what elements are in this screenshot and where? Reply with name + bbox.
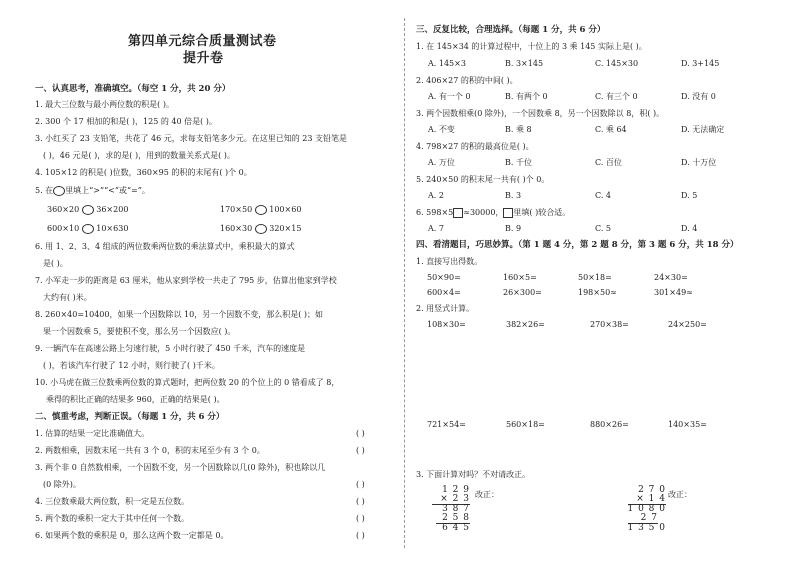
vertical-calc[interactable]: 560×18= [506, 420, 545, 429]
option[interactable]: B. 千位 [505, 158, 532, 167]
s1-q5-pre: 5. 在 [35, 186, 54, 195]
oral-calc[interactable]: 50×90= [427, 273, 461, 282]
section-2-heading: 二、慎重考虑，判断正误。（每题 1 分，共 6 分） [35, 412, 225, 422]
option[interactable]: A. 7 [428, 224, 444, 233]
option[interactable]: A. 2 [428, 191, 444, 200]
s3-q4: 4. 798×27 的积的最高位是( )。 [416, 142, 534, 151]
compare-circle-icon[interactable] [255, 205, 267, 215]
vertical-calc[interactable]: 140×35= [668, 420, 707, 429]
blank-box-icon [503, 208, 513, 218]
s3-q6 [416, 208, 570, 218]
page-title: 第四单元综合质量测试卷 [128, 34, 277, 49]
compare-item [220, 205, 301, 215]
vertical-calc[interactable]: 382×26= [506, 320, 545, 329]
calc-line: × 1 4 [628, 495, 666, 505]
s2-answer-paren[interactable]: ( ) [356, 531, 365, 540]
section-4-heading: 四、看清题目，巧思妙算。（第 1 题 4 分，第 2 题 8 分，第 3 题 6 分，共 18 分） [416, 240, 739, 250]
option[interactable]: C. 有三个 0 [595, 92, 638, 101]
compare-circle-icon [53, 186, 65, 196]
compare-right: 100×60 [269, 205, 302, 214]
option[interactable]: C. 145×30 [595, 59, 639, 68]
calc-line: 2 5 8 [436, 514, 470, 524]
compare-left: 170×50 [220, 205, 253, 214]
s1-q5-post: 里填上“>”“<”或“=”。 [65, 186, 150, 195]
oral-calc[interactable]: 600×4= [427, 288, 461, 297]
s1-q7b: 大约有( )米。 [43, 293, 92, 302]
s1-q6b: 是( )。 [43, 259, 68, 268]
s1-q10a: 10. 小马虎在做三位数乘两位数的算式题时，把两位数 20 的个位上的 0 错看成了 8， [35, 378, 340, 387]
s1-q9a: 9. 一辆汽车在高速公路上匀速行驶，5 小时行驶了 450 千米，汽车的速度是 [35, 344, 306, 353]
s3-q5: 5. 240×50 的积末尾一共有( )个 0。 [416, 175, 550, 184]
option[interactable]: C. 5 [595, 224, 612, 233]
s1-q5 [35, 186, 150, 196]
s1-q2: 2. 300 个 17 相加的和是( )，125 的 40 倍是( )。 [35, 117, 217, 126]
s2-item-6: 6. 如果两个数的乘积是 0，那么这两个数一定都是 0。 [35, 531, 229, 540]
s2-item-5: 5. 两个数的乘积一定大于其中任何一个数。 [35, 514, 190, 523]
compare-circle-icon[interactable] [255, 224, 267, 234]
compare-item [47, 224, 128, 234]
correction-label[interactable]: 改正： [668, 490, 692, 499]
s1-q8b: 果一个因数乘 5，要使积不变，那么另一个因数应( )。 [43, 327, 236, 336]
option[interactable]: D. 十万位 [681, 158, 717, 167]
option[interactable]: A. 145×3 [428, 59, 466, 68]
s3-q1: 1. 在 145×34 的计算过程中，十位上的 3 乘 145 实际上是( )。 [416, 42, 647, 51]
compare-circle-icon[interactable] [82, 205, 94, 215]
oral-calc[interactable]: 198×50≈ [578, 288, 617, 297]
compare-right: 36×200 [96, 205, 129, 214]
option[interactable]: A. 不变 [428, 125, 455, 134]
s2-answer-paren[interactable]: ( ) [356, 514, 365, 523]
oral-calc[interactable]: 301×49≈ [654, 288, 693, 297]
s1-q10b: 乘得的积比正确的结果多 960，正确的结果是( )。 [46, 395, 225, 404]
option[interactable]: D. 3+145 [681, 59, 720, 68]
vertical-calc[interactable]: 270×38= [590, 320, 629, 329]
vertical-calc[interactable]: 721×54= [427, 420, 466, 429]
wrong-calc-2 [624, 486, 666, 533]
option[interactable]: B. 有两个 0 [505, 92, 548, 101]
s2-answer-paren[interactable]: ( ) [356, 480, 365, 489]
option[interactable]: D. 4 [681, 224, 698, 233]
s2-answer-paren[interactable]: ( ) [356, 497, 365, 506]
calc-line: 6 4 5 [442, 523, 470, 533]
s4-p3: 3. 下面计算对吗？不对请改正。 [416, 470, 531, 479]
s2-item-2: 2. 两数相乘，因数末尾一共有 3 个 0，积的末尾至少有 3 个 0。 [35, 446, 265, 455]
compare-right: 10×630 [96, 224, 129, 233]
s1-q1: 1. 最大三位数与最小两位数的积是( )。 [35, 100, 174, 109]
s2-item-1: 1. 估算的结果一定比准确值大。 [35, 429, 150, 438]
oral-calc[interactable]: 160×5= [503, 273, 537, 282]
calc-line: 1 3 5 0 [627, 523, 666, 533]
option[interactable]: A. 有一个 0 [428, 92, 471, 101]
calc-line: 2 7 [628, 514, 658, 524]
option[interactable]: D. 无法确定 [681, 125, 725, 134]
s2-answer-paren[interactable]: ( ) [356, 446, 365, 455]
option[interactable]: B. 9 [505, 224, 522, 233]
s1-q7a: 7. 小军走一步的距离是 63 厘米，他从家到学校一共走了 795 步，估算出他家到学校 [35, 276, 337, 285]
s1-q8a: 8. 260×40=10400，如果一个因数除以 10，另一个因数不变，那么积是( )；如 [35, 310, 323, 319]
compare-item [220, 224, 301, 234]
s1-q3b: ( )，46 元是( )，求的是( )，用到的数量关系式是( )。 [43, 151, 235, 160]
section-3-heading: 三、反复比较，合理选择。（每题 1 分，共 6 分） [416, 25, 606, 35]
s3-q6-part-a: 6. 598×5 [416, 208, 454, 217]
s4-p1: 1. 直接写出得数。 [416, 257, 483, 266]
vertical-calc[interactable]: 880×26= [590, 420, 629, 429]
correction-label[interactable]: 改正： [475, 490, 499, 499]
wrong-calc-1 [432, 486, 470, 533]
column-divider [404, 18, 405, 548]
compare-right: 320×15 [269, 224, 302, 233]
vertical-calc[interactable]: 108×30= [427, 320, 466, 329]
option[interactable]: D. 没有 0 [681, 92, 716, 101]
s1-q6a: 6. 用 1、2、3、4 组成的两位数乘两位数的乘法算式中，乘积最大的算式 [35, 242, 295, 251]
s2-item-3: 3. 两个非 0 自然数相乘，一个因数不变，另一个因数除以几(0 除外)，积也除以几 [35, 463, 326, 472]
option[interactable]: C. 乘 64 [595, 125, 627, 134]
calc-line: 1 0 8 0 [627, 504, 666, 514]
s3-q3: 3. 两个因数相乘(0 除外)，一个因数乘 8，另一个因数除以 8，积( )。 [416, 109, 665, 118]
oral-calc[interactable]: 24×30= [654, 273, 688, 282]
compare-circle-icon[interactable] [82, 224, 94, 234]
compare-left: 600×10 [47, 224, 80, 233]
calc-line: 1 2 9 [442, 485, 470, 495]
s3-q6-part-b: ≈30000， [463, 208, 504, 217]
s1-q3a: 3. 小红买了 23 支铅笔，共花了 46 元，求每支铅笔多少元。在这里已知的 23 支铅笔是 [35, 134, 347, 143]
s2-item-3b: (0 除外)。 [43, 480, 81, 489]
s2-item-4: 4. 三位数乘最大两位数，积一定是五位数。 [35, 497, 190, 506]
s4-p2: 2. 用竖式计算。 [416, 304, 475, 313]
option[interactable]: B. 3 [505, 191, 522, 200]
option[interactable]: A. 万位 [428, 158, 455, 167]
oral-calc[interactable]: 50×18= [578, 273, 612, 282]
calc-line: × 2 3 [432, 495, 470, 505]
option[interactable]: C. 百位 [595, 158, 622, 167]
s1-q4: 4. 105×12 的积是( )位数，360×95 的积的末尾有( )个 0。 [35, 168, 252, 177]
page-subtitle: 提升卷 [183, 51, 224, 66]
option[interactable]: B. 乘 8 [505, 125, 532, 134]
option[interactable]: C. 4 [595, 191, 612, 200]
vertical-calc[interactable]: 24×250= [668, 320, 707, 329]
s2-answer-paren[interactable]: ( ) [356, 429, 365, 438]
compare-item [47, 205, 128, 215]
option[interactable]: D. 5 [681, 191, 698, 200]
compare-left: 360×20 [47, 205, 80, 214]
calc-line: 3 8 7 [442, 504, 470, 514]
blank-box-icon[interactable] [453, 208, 463, 218]
compare-left: 160×30 [220, 224, 253, 233]
s3-q6-part-c: 里填( )较合适。 [513, 208, 571, 217]
oral-calc[interactable]: 26×300= [503, 288, 542, 297]
section-1-heading: 一、认真思考，准确填空。（每空 1 分，共 20 分） [35, 84, 231, 94]
s1-q9b: ( )，若该汽车行驶了 12 小时，则行驶了( )千米。 [43, 361, 220, 370]
option[interactable]: B. 3×145 [505, 59, 544, 68]
s3-q2: 2. 406×27 的积的中间( )。 [416, 76, 518, 85]
calc-line: 2 7 0 [638, 485, 666, 495]
